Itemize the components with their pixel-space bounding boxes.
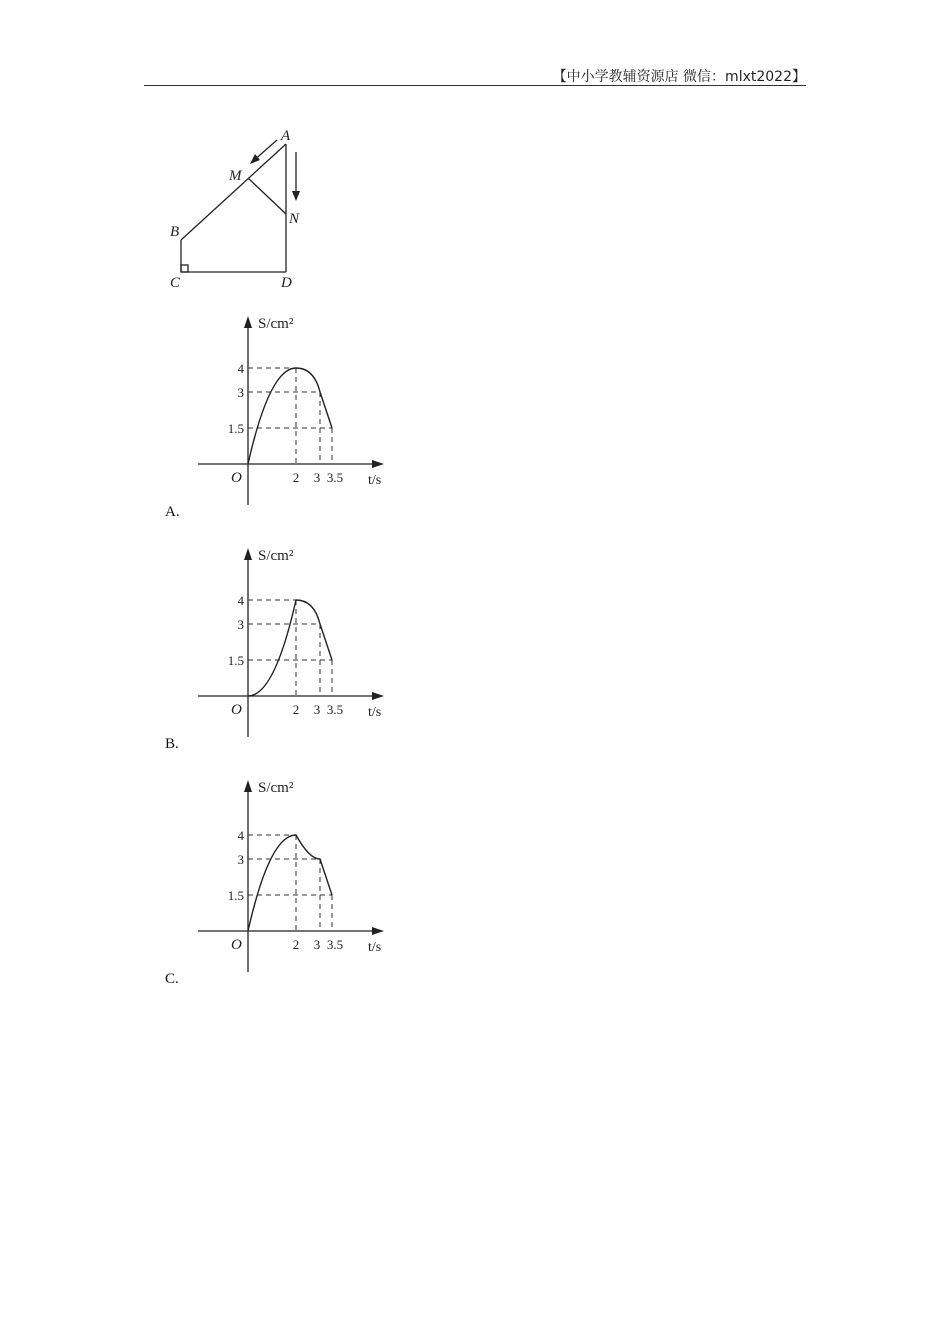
vertex-label-d: D <box>281 275 292 291</box>
x-tick-label: 2 <box>292 470 300 485</box>
x-tick-label: 3 <box>313 702 321 717</box>
page-header-text: 【中小学教辅资源店 微信：mlxt2022】 <box>552 69 806 85</box>
y-axis-arrow <box>244 780 252 792</box>
origin-label: O <box>231 470 242 486</box>
x-axis-label: t/s <box>368 705 382 720</box>
x-tick-label: 3.5 <box>326 470 344 485</box>
origin-label: O <box>231 702 242 718</box>
x-axis-label: t/s <box>368 473 382 488</box>
y-axis-label: S/cm² <box>258 780 294 796</box>
x-tick-label: 2 <box>292 937 300 952</box>
y-tick-label: 4 <box>237 593 244 608</box>
option-label-b[interactable]: B. <box>165 736 179 752</box>
y-tick-label: 4 <box>237 828 244 843</box>
vertex-label-b: B <box>170 224 180 240</box>
y-axis-label: S/cm² <box>258 316 294 332</box>
option-label-a[interactable]: A. <box>165 504 180 520</box>
vertex-label-n: N <box>289 211 300 227</box>
y-axis-label: S/cm² <box>258 548 294 564</box>
vertex-label-a: A <box>281 128 291 144</box>
origin-label: O <box>231 937 242 953</box>
data-curve <box>248 835 332 931</box>
y-tick-label: 3 <box>237 617 244 632</box>
y-tick-label: 1.5 <box>227 888 244 903</box>
x-tick-label: 2 <box>292 702 300 717</box>
option-label-c[interactable]: C. <box>165 971 179 987</box>
x-axis-arrow <box>372 927 384 935</box>
x-tick-label: 3 <box>313 470 321 485</box>
vertex-label-m: M <box>229 168 242 184</box>
x-axis-label: t/s <box>368 940 382 955</box>
y-tick-label: 1.5 <box>227 421 244 436</box>
x-tick-label: 3.5 <box>326 702 344 717</box>
y-tick-label: 4 <box>237 361 244 376</box>
x-tick-label: 3.5 <box>326 937 344 952</box>
y-tick-label: 3 <box>237 385 244 400</box>
x-tick-label: 3 <box>313 937 321 952</box>
y-tick-label: 1.5 <box>227 653 244 668</box>
y-tick-label: 3 <box>237 852 244 867</box>
vertex-label-c: C <box>170 275 181 291</box>
